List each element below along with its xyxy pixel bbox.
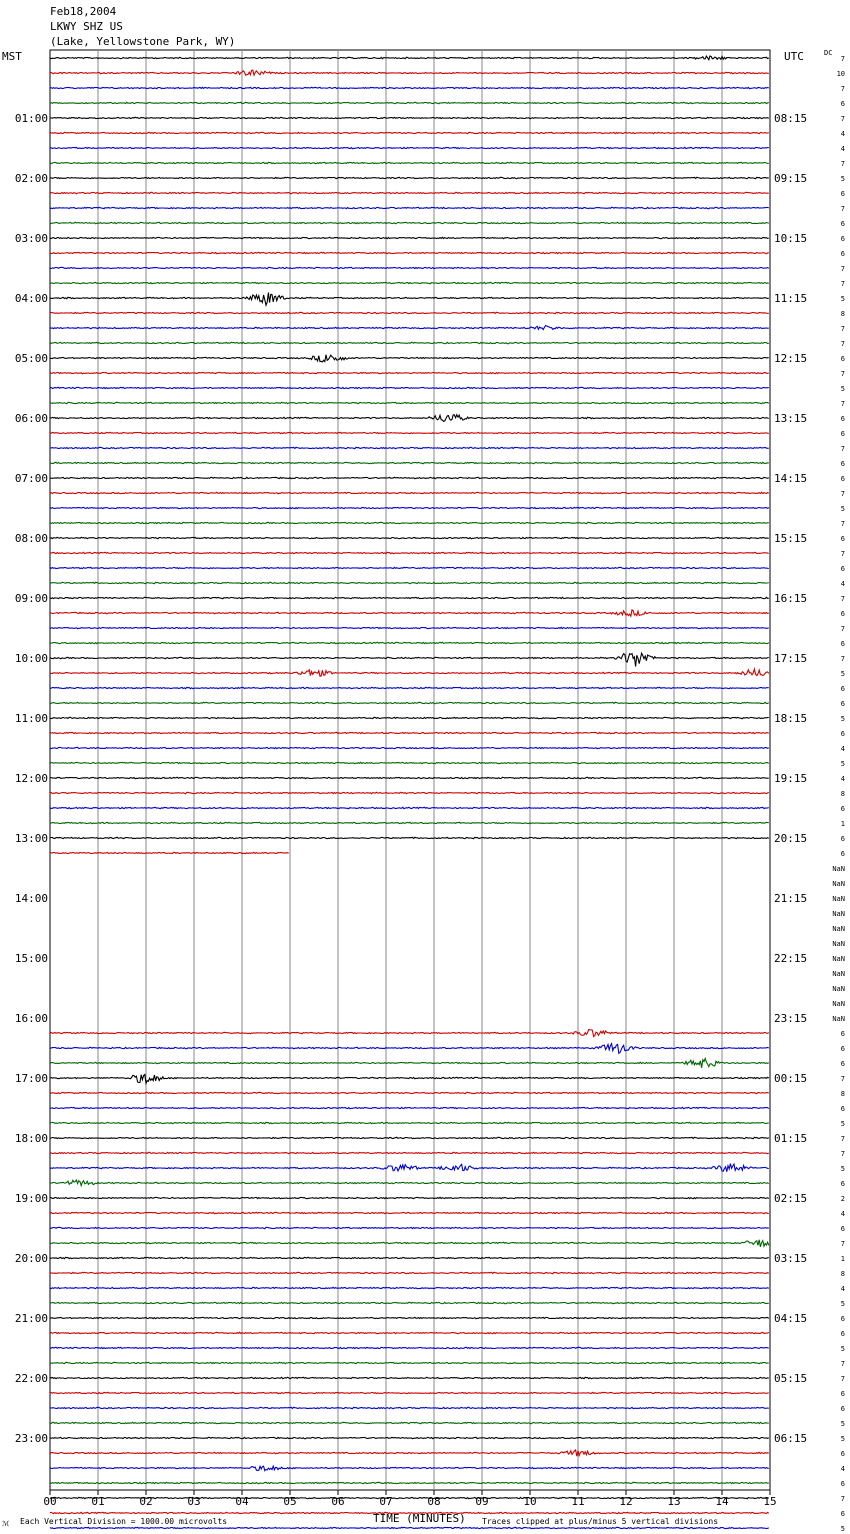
dc-value: 6 — [840, 535, 845, 543]
seismic-trace-row — [50, 492, 769, 493]
seismic-trace-row — [50, 1044, 769, 1054]
seismic-trace-row — [50, 777, 769, 778]
dc-value: 7 — [840, 445, 845, 453]
dc-value: NaN — [832, 985, 845, 993]
seismic-trace-row — [50, 1347, 769, 1348]
right-timezone-label: UTC — [784, 50, 804, 63]
mst-hour-label: 09:00 — [14, 592, 48, 605]
dc-value: 7 — [840, 325, 845, 333]
dc-value: 4 — [840, 745, 845, 753]
x-tick-label: 13 — [667, 1495, 681, 1508]
seismic-trace-row — [50, 1332, 769, 1333]
seismic-trace-row — [50, 1137, 769, 1138]
dc-value: 7 — [840, 1135, 845, 1143]
dc-value: 7 — [840, 490, 845, 498]
utc-hour-label: 02:15 — [774, 1192, 808, 1205]
seismic-trace-row — [50, 1482, 769, 1483]
mst-hour-label: 18:00 — [14, 1132, 48, 1145]
dc-value: 6 — [840, 235, 845, 243]
dc-value: 2 — [840, 1195, 845, 1203]
dc-value: 8 — [840, 790, 845, 798]
dc-value: 6 — [840, 1225, 845, 1233]
dc-value: 5 — [840, 385, 845, 393]
seismic-trace-row — [50, 447, 769, 448]
dc-value: 6 — [840, 835, 845, 843]
dc-value: 6 — [840, 850, 845, 858]
x-tick-label: 06 — [331, 1495, 345, 1508]
dc-value: 8 — [840, 1090, 845, 1098]
dc-value: 6 — [840, 1405, 845, 1413]
dc-value: 5 — [840, 1420, 845, 1428]
seismic-trace-row — [50, 582, 769, 583]
dc-value: 6 — [840, 685, 845, 693]
dc-value: NaN — [832, 880, 845, 888]
x-tick-label: 03 — [187, 1495, 201, 1508]
dc-value: 7 — [840, 550, 845, 558]
seismic-trace-row — [50, 610, 769, 616]
dc-value: 6 — [840, 1315, 845, 1323]
seismic-trace-row — [50, 402, 769, 403]
x-tick-label: 04 — [235, 1495, 249, 1508]
dc-value: 5 — [840, 505, 845, 513]
seismic-trace-row — [50, 267, 769, 268]
dc-value: 6 — [840, 1480, 845, 1488]
seismic-trace-row — [50, 552, 769, 553]
mst-hour-label: 04:00 — [14, 292, 48, 305]
utc-hour-label: 12:15 — [774, 352, 808, 365]
logo-icon: ℳ — [2, 1520, 10, 1528]
dc-value: 7 — [840, 115, 845, 123]
dc-value: 5 — [840, 715, 845, 723]
dc-value: 6 — [840, 1180, 845, 1188]
dc-header: DC — [824, 49, 833, 57]
dc-value: 4 — [840, 1465, 845, 1473]
utc-hour-label: 10:15 — [774, 232, 808, 245]
dc-value: NaN — [832, 940, 845, 948]
dc-value: 8 — [840, 1270, 845, 1278]
dc-value: 6 — [840, 220, 845, 228]
dc-value: 6 — [840, 610, 845, 618]
dc-value: 7 — [840, 1360, 845, 1368]
x-tick-label: 14 — [715, 1495, 729, 1508]
dc-value: NaN — [832, 1000, 845, 1008]
seismic-trace-row — [50, 1212, 769, 1213]
mst-hour-label: 10:00 — [14, 652, 48, 665]
seismic-trace-row — [50, 1272, 769, 1273]
seismic-trace-row — [50, 627, 769, 628]
dc-value: NaN — [832, 865, 845, 873]
dc-value: 6 — [840, 430, 845, 438]
seismic-trace-row — [50, 342, 769, 343]
seismic-trace-row — [50, 1122, 769, 1123]
seismic-trace-row — [50, 687, 769, 688]
dc-value: 5 — [840, 1435, 845, 1443]
mst-hour-label: 19:00 — [14, 1192, 48, 1205]
seismic-trace-row — [50, 807, 769, 808]
seismic-trace-row — [50, 1107, 769, 1108]
dc-value: 6 — [840, 700, 845, 708]
mst-hour-label: 20:00 — [14, 1252, 48, 1265]
dc-value: 7 — [840, 160, 845, 168]
dc-value: 5 — [840, 1345, 845, 1353]
utc-hour-label: 14:15 — [774, 472, 808, 485]
dc-value: 8 — [840, 310, 845, 318]
seismic-trace-row — [50, 293, 769, 306]
dc-value: 6 — [840, 100, 845, 108]
seismic-trace-row — [50, 522, 769, 523]
dc-value: 6 — [840, 1060, 845, 1068]
dc-value: 1 — [840, 820, 845, 828]
dc-value: 6 — [840, 1390, 845, 1398]
utc-hour-label: 20:15 — [774, 832, 808, 845]
dc-value: 7 — [840, 55, 845, 63]
seismic-trace-row — [50, 1030, 769, 1037]
dc-value: 6 — [840, 1030, 845, 1038]
seismic-trace-row — [50, 1317, 769, 1318]
utc-hour-label: 18:15 — [774, 712, 808, 725]
seismic-trace-row — [50, 102, 769, 103]
mst-hour-label: 23:00 — [14, 1432, 48, 1445]
x-tick-label: 10 — [523, 1495, 537, 1508]
dc-value: 7 — [840, 520, 845, 528]
seismic-trace-row — [50, 415, 769, 422]
seismic-trace-row — [50, 147, 769, 148]
seismic-trace-row — [50, 387, 769, 388]
dc-value: 7 — [840, 655, 845, 663]
seismic-trace-row — [50, 1466, 769, 1471]
seismic-trace-row — [50, 669, 769, 676]
utc-hour-label: 23:15 — [774, 1012, 808, 1025]
seismic-trace-row — [50, 237, 769, 238]
seismic-trace-row — [50, 1240, 769, 1247]
dc-value: 6 — [840, 250, 845, 258]
dc-value: 7 — [840, 265, 845, 273]
seismic-trace-row — [50, 1437, 769, 1438]
seismic-trace-row — [50, 56, 769, 60]
left-timezone-label: MST — [2, 50, 22, 63]
seismic-trace-row — [50, 567, 769, 568]
dc-value: 6 — [840, 475, 845, 483]
seismic-trace-row — [50, 1422, 769, 1423]
seismic-trace-row — [50, 1164, 769, 1172]
mst-hour-label: 21:00 — [14, 1312, 48, 1325]
mst-hour-label: 11:00 — [14, 712, 48, 725]
seismic-trace-row — [50, 355, 769, 362]
dc-value: NaN — [832, 910, 845, 918]
dc-value: 7 — [840, 280, 845, 288]
scale-note: Each Vertical Division = 1000.00 microvolts — [20, 1517, 228, 1526]
utc-hour-label: 17:15 — [774, 652, 808, 665]
mst-hour-label: 03:00 — [14, 232, 48, 245]
seismic-trace-row — [50, 1450, 769, 1456]
dc-value: NaN — [832, 955, 845, 963]
seismic-trace-row — [50, 1197, 769, 1198]
seismic-trace-row — [50, 702, 769, 703]
dc-value: NaN — [832, 1015, 845, 1023]
seismic-trace-row — [50, 1152, 769, 1153]
mst-hour-label: 16:00 — [14, 1012, 48, 1025]
x-tick-label: 02 — [139, 1495, 153, 1508]
seismic-trace-row — [50, 192, 769, 193]
station-location: (Lake, Yellowstone Park, WY) — [50, 35, 236, 48]
dc-value: 5 — [840, 295, 845, 303]
seismic-trace-row — [50, 1392, 769, 1393]
mst-hour-label: 17:00 — [14, 1072, 48, 1085]
plot-frame — [50, 50, 770, 1490]
utc-hour-label: 13:15 — [774, 412, 808, 425]
utc-hour-label: 11:15 — [774, 292, 808, 305]
dc-value: 7 — [840, 625, 845, 633]
mst-hour-label: 14:00 — [14, 892, 48, 905]
x-tick-label: 11 — [571, 1495, 585, 1508]
dc-value: 6 — [840, 1510, 845, 1518]
seismic-trace-row — [50, 1092, 769, 1093]
x-tick-label: 07 — [379, 1495, 393, 1508]
dc-value: 7 — [840, 1150, 845, 1158]
x-tick-label: 09 — [475, 1495, 489, 1508]
dc-value: 4 — [840, 130, 845, 138]
station-name: LKWY SHZ US — [50, 20, 123, 33]
x-tick-label: 00 — [43, 1495, 57, 1508]
seismic-trace-row — [50, 762, 769, 763]
seismic-trace-row — [50, 132, 769, 133]
dc-value: 7 — [840, 205, 845, 213]
seismic-trace-row — [50, 477, 769, 478]
seismic-trace-row — [50, 177, 769, 178]
utc-hour-label: 06:15 — [774, 1432, 808, 1445]
seismic-trace-row — [50, 822, 769, 823]
mst-hour-label: 05:00 — [14, 352, 48, 365]
dc-value: 5 — [840, 670, 845, 678]
dc-value: 5 — [840, 1525, 845, 1533]
utc-hour-label: 22:15 — [774, 952, 808, 965]
x-tick-label: 12 — [619, 1495, 633, 1508]
dc-value: 6 — [840, 1105, 845, 1113]
mst-hour-label: 07:00 — [14, 472, 48, 485]
x-tick-label: 05 — [283, 1495, 297, 1508]
dc-value: 6 — [840, 730, 845, 738]
x-tick-label: 15 — [763, 1495, 777, 1508]
dc-value: 1 — [840, 1255, 845, 1263]
utc-hour-label: 19:15 — [774, 772, 808, 785]
mst-hour-label: 13:00 — [14, 832, 48, 845]
dc-value: 7 — [840, 1075, 845, 1083]
seismic-trace-row — [50, 462, 769, 463]
dc-value: 5 — [840, 175, 845, 183]
utc-hour-label: 15:15 — [774, 532, 808, 545]
dc-value: 7 — [840, 595, 845, 603]
dc-value: NaN — [832, 895, 845, 903]
x-tick-label: 08 — [427, 1495, 441, 1508]
mst-hour-label: 02:00 — [14, 172, 48, 185]
seismic-trace-row — [50, 507, 769, 508]
seismic-trace-row — [50, 792, 769, 793]
seismic-trace-row — [50, 1287, 769, 1288]
dc-value: NaN — [832, 925, 845, 933]
dc-value: 7 — [840, 340, 845, 348]
seismic-trace-row — [50, 642, 769, 643]
seismic-trace-row — [50, 597, 769, 598]
seismic-trace-row — [50, 717, 769, 718]
seismic-trace-row — [50, 312, 769, 313]
dc-value: 6 — [840, 190, 845, 198]
dc-value: 6 — [840, 1045, 845, 1053]
dc-value: 6 — [840, 460, 845, 468]
seismic-trace-row — [50, 653, 769, 666]
utc-hour-label: 03:15 — [774, 1252, 808, 1265]
seismic-trace-row — [50, 1075, 769, 1084]
utc-hour-label: 00:15 — [774, 1072, 808, 1085]
seismic-trace-row — [50, 837, 769, 838]
seismic-trace-row — [50, 432, 769, 433]
seismic-trace-row — [50, 207, 769, 208]
clip-note: Traces clipped at plus/minus 5 vertical divisions — [482, 1517, 719, 1526]
dc-value: 6 — [840, 1450, 845, 1458]
seismic-trace-row — [50, 282, 769, 283]
mst-hour-label: 08:00 — [14, 532, 48, 545]
seismic-trace-row — [50, 1407, 769, 1408]
dc-value: 7 — [840, 370, 845, 378]
seismic-trace-row — [50, 1377, 769, 1378]
utc-hour-label: 08:15 — [774, 112, 808, 125]
mst-hour-label: 15:00 — [14, 952, 48, 965]
seismic-trace-row — [50, 87, 769, 88]
dc-value: 7 — [840, 1375, 845, 1383]
seismic-trace-row — [50, 326, 769, 330]
seismic-trace-row — [50, 1497, 769, 1498]
dc-value: 5 — [840, 760, 845, 768]
dc-value: 5 — [840, 1120, 845, 1128]
dc-value: 5 — [840, 1300, 845, 1308]
seismic-trace-row — [50, 1302, 769, 1303]
dc-value: 6 — [840, 415, 845, 423]
chart-date: Feb18,2004 — [50, 5, 117, 18]
seismic-trace-row — [50, 252, 769, 253]
seismic-trace-row — [50, 117, 769, 118]
seismic-trace-row — [50, 1227, 769, 1228]
mst-hour-label: 01:00 — [14, 112, 48, 125]
dc-value: 7 — [840, 85, 845, 93]
dc-value: 6 — [840, 355, 845, 363]
seismic-trace-row — [50, 732, 769, 733]
mst-hour-label: 22:00 — [14, 1372, 48, 1385]
dc-value: 4 — [840, 580, 845, 588]
seismic-trace-row — [50, 852, 289, 853]
dc-value: 6 — [840, 1330, 845, 1338]
dc-value: 4 — [840, 1210, 845, 1218]
dc-value: 4 — [840, 1285, 845, 1293]
utc-hour-label: 09:15 — [774, 172, 808, 185]
seismic-trace-row — [50, 222, 769, 223]
seismic-trace-row — [50, 747, 769, 748]
mst-hour-label: 12:00 — [14, 772, 48, 785]
x-tick-label: 01 — [91, 1495, 105, 1508]
seismic-trace-row — [50, 537, 769, 538]
seismic-trace-row — [50, 162, 769, 163]
dc-value: 4 — [840, 775, 845, 783]
dc-value: 7 — [840, 400, 845, 408]
utc-hour-label: 21:15 — [774, 892, 808, 905]
seismic-trace-row — [50, 1058, 769, 1067]
seismic-trace-row — [50, 70, 769, 75]
utc-hour-label: 05:15 — [774, 1372, 808, 1385]
dc-value: 5 — [840, 1165, 845, 1173]
utc-hour-label: 01:15 — [774, 1132, 808, 1145]
dc-value: 6 — [840, 805, 845, 813]
seismic-trace-row — [50, 1362, 769, 1363]
dc-value: NaN — [832, 970, 845, 978]
dc-value: 10 — [836, 70, 845, 78]
x-axis-title: TIME (MINUTES) — [373, 1512, 466, 1525]
seismic-trace-row — [50, 1257, 769, 1258]
dc-value: 7 — [840, 1240, 845, 1248]
seismic-trace-row — [50, 1527, 769, 1528]
seismic-trace-row — [50, 372, 769, 373]
dc-value: 4 — [840, 145, 845, 153]
seismic-trace-row — [50, 1180, 769, 1186]
mst-hour-label: 06:00 — [14, 412, 48, 425]
dc-value: 7 — [840, 1495, 845, 1503]
utc-hour-label: 16:15 — [774, 592, 808, 605]
dc-value: 6 — [840, 565, 845, 573]
utc-hour-label: 04:15 — [774, 1312, 808, 1325]
dc-value: 6 — [840, 640, 845, 648]
